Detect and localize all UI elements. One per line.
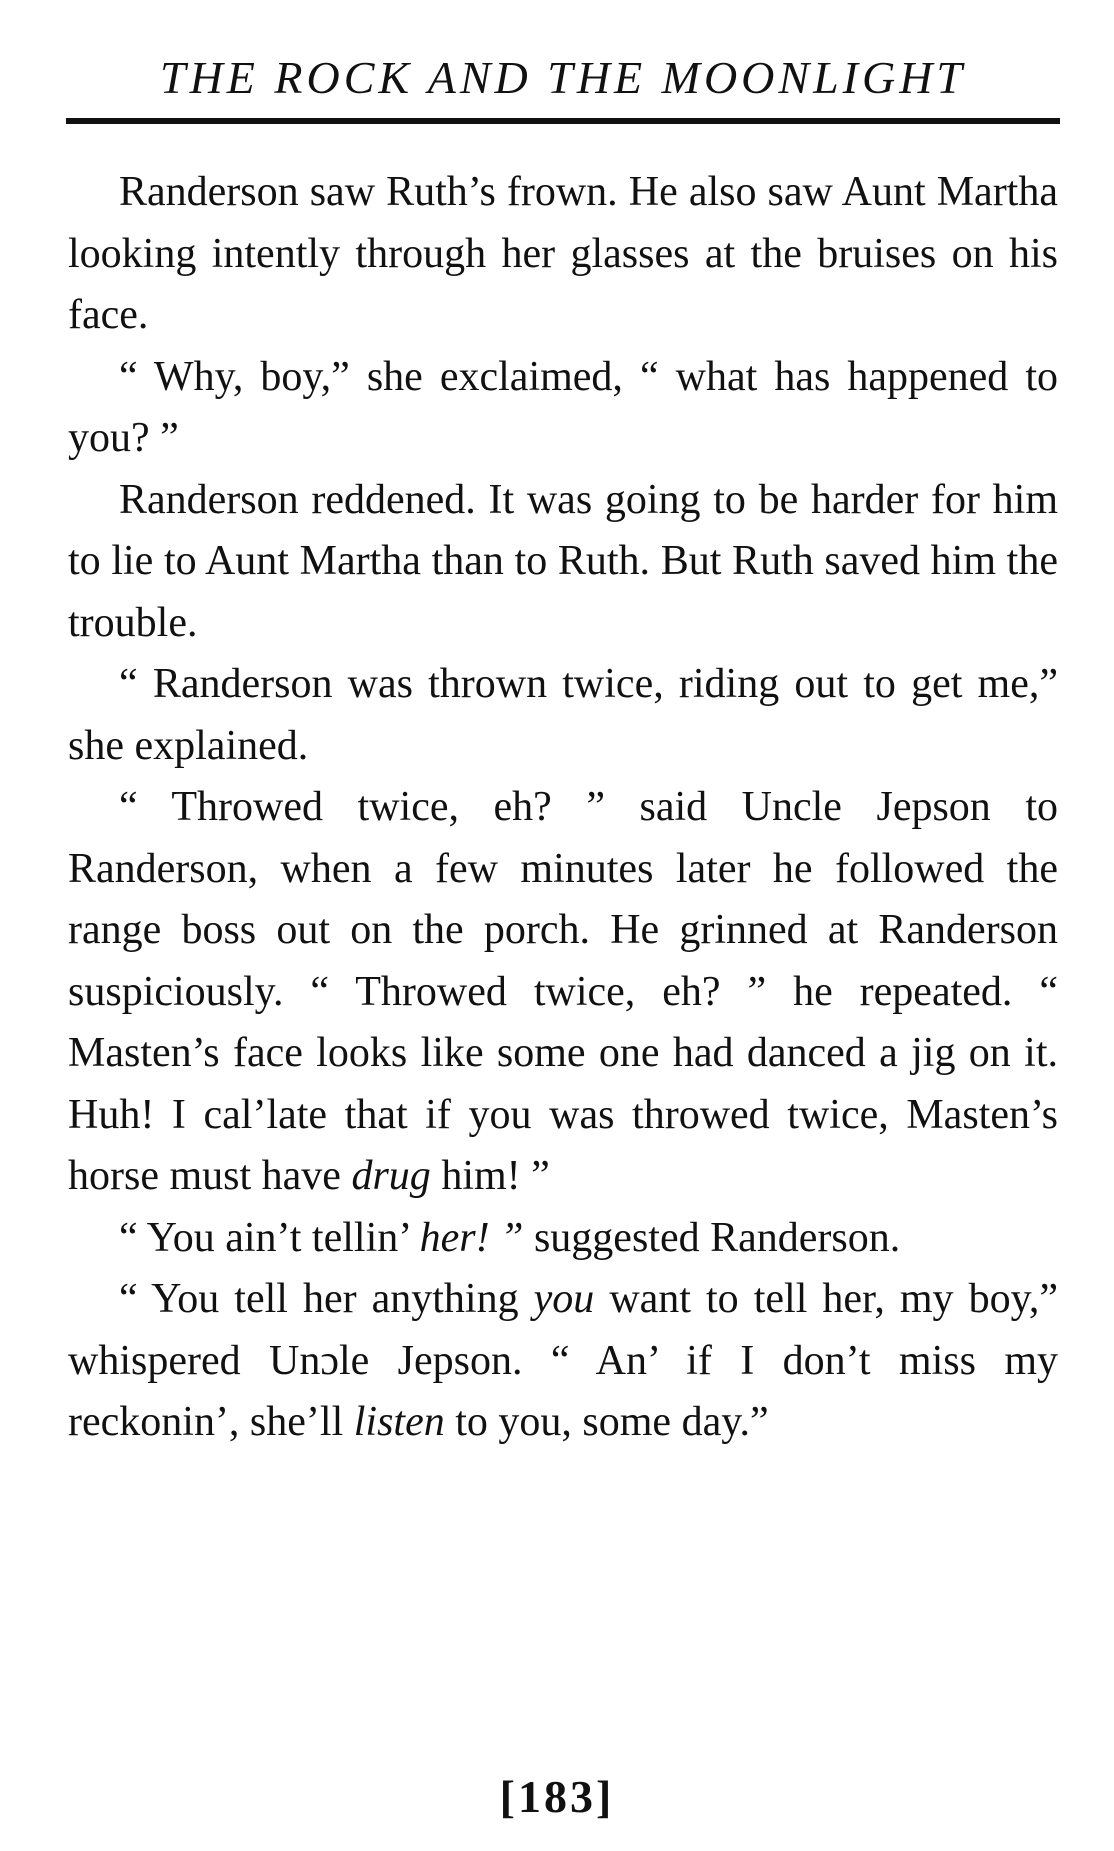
header-rule <box>66 118 1060 124</box>
italic-text-run: her! ” <box>419 1214 524 1261</box>
italic-text-run: listen <box>353 1399 445 1445</box>
page-number: [183] <box>499 1771 615 1822</box>
text-run: “ Randerson was thrown twice, riding out to get me,” she explained. <box>68 661 1058 769</box>
text-run: “ Throwed twice, eh? ” said Uncle Jepson to Randerson, when a few minutes later he followed the range boss out on the porch. He grinned at Randerson suspiciously. “ Throwed twice, eh? ” he repeated. “ Masten’s face looks like some one had danced a jig on it. Huh! I cal’late that if you was throwed twice, Masten’s horse must have <box>68 784 1058 1199</box>
text-run: “ You tell her anything <box>119 1276 534 1322</box>
text-run: suggested Randerson. <box>523 1214 901 1261</box>
paragraph <box>68 162 1058 347</box>
italic-text-run: drug <box>351 1153 431 1199</box>
text-run: Randerson saw Ruth’s frown. He also saw Aunt Martha looking intently through her glasses at the bruises on his face. <box>68 169 1058 338</box>
text-run: Randerson reddened. It was going to be harder for him to lie to Aunt Martha than to Ruth. But Ruth saved him the trouble. <box>68 476 1058 646</box>
paragraph <box>68 654 1058 777</box>
text-run: “ You ain’t tellin’ <box>119 1214 420 1261</box>
paragraph <box>68 1208 1058 1270</box>
paragraph <box>68 470 1058 655</box>
italic-text-run: you <box>533 1276 595 1322</box>
body-text <box>68 162 1058 1454</box>
paragraph <box>68 777 1058 1208</box>
text-run: want to tell her, my boy,” whispered Unɔle Jepson. “ An’ if I don’t miss my reckonin’, she’ll <box>68 1276 1058 1445</box>
text-run: to you, some day.” <box>444 1399 769 1445</box>
text-run: him! ” <box>430 1153 550 1199</box>
running-title: THE ROCK AND THE MOONLIGHT <box>159 52 967 103</box>
text-run: “ Why, boy,” she exclaimed, “ what has happened to you? ” <box>68 353 1058 461</box>
paragraph <box>68 347 1058 470</box>
paragraph <box>68 1269 1058 1454</box>
